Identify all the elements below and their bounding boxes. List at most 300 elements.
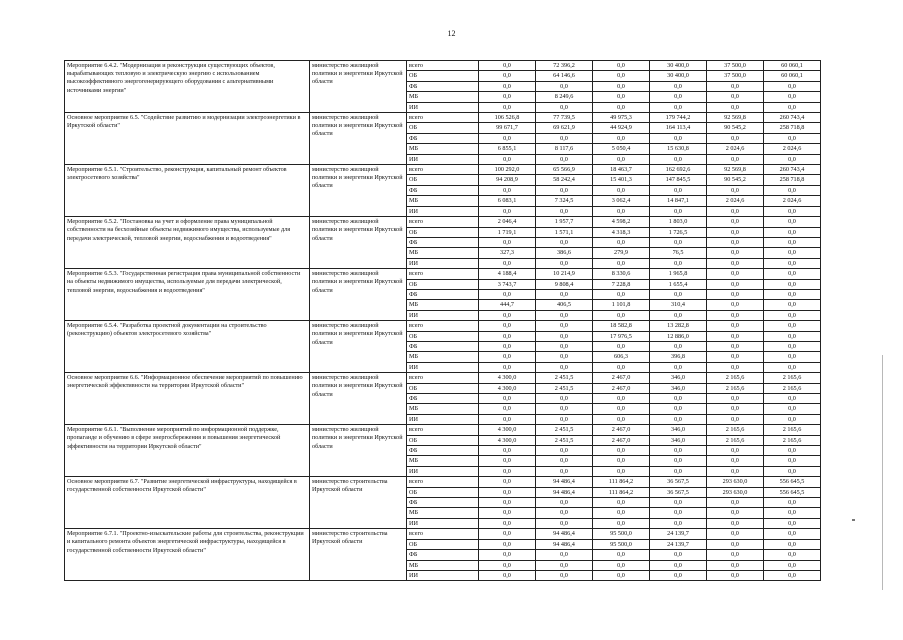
amount-cell: 0,0 (707, 362, 764, 372)
amount-cell: 0,0 (764, 154, 821, 164)
funding-source: всего (407, 165, 479, 175)
amount-cell: 0,0 (593, 258, 650, 268)
amount-cell: 2 046,4 (479, 217, 536, 227)
amount-cell: 72 396,2 (536, 61, 593, 71)
amount-cell: 0,0 (764, 508, 821, 518)
funding-source: ИИ (407, 206, 479, 216)
amount-cell: 2 165,6 (764, 425, 821, 435)
amount-cell: 0,0 (479, 508, 536, 518)
amount-cell: 0,0 (536, 446, 593, 456)
funding-source: ФБ (407, 394, 479, 404)
amount-cell: 0,0 (650, 446, 707, 456)
funding-source: всего (407, 321, 479, 331)
amount-cell: 0,0 (764, 279, 821, 289)
funding-source: ИИ (407, 466, 479, 476)
amount-cell: 95 500,0 (593, 529, 650, 539)
amount-cell: 0,0 (650, 92, 707, 102)
table-row (65, 113, 821, 123)
amount-cell: 606,3 (593, 352, 650, 362)
amount-cell: 2 467,0 (593, 425, 650, 435)
amount-cell: 327,3 (479, 248, 536, 258)
activity-name: Основное мероприятие 6.6. "Информационное обеспечение мероприятий по повышению энергетической эффективности на территории Иркутской области" (65, 373, 310, 425)
amount-cell: 0,0 (764, 446, 821, 456)
amount-cell: 1 655,4 (650, 279, 707, 289)
amount-cell: 0,0 (707, 394, 764, 404)
amount-cell: 0,0 (593, 133, 650, 143)
amount-cell: 0,0 (764, 248, 821, 258)
amount-cell: 0,0 (536, 570, 593, 580)
amount-cell: 0,0 (650, 570, 707, 580)
amount-cell: 0,0 (650, 508, 707, 518)
amount-cell: 0,0 (536, 331, 593, 341)
amount-cell: 0,0 (536, 404, 593, 414)
amount-cell: 60 060,1 (764, 61, 821, 71)
amount-cell: 0,0 (593, 518, 650, 528)
table-row (65, 269, 821, 279)
amount-cell: 69 621,9 (536, 123, 593, 133)
amount-cell: 0,0 (479, 61, 536, 71)
amount-cell: 2 024,6 (764, 144, 821, 154)
amount-cell: 0,0 (593, 185, 650, 195)
amount-cell: 0,0 (650, 414, 707, 424)
amount-cell: 162 692,6 (650, 165, 707, 175)
amount-cell: 0,0 (536, 508, 593, 518)
amount-cell: 49 975,3 (593, 113, 650, 123)
executor-name: министерство строительства Иркутской области (310, 529, 407, 581)
table-row (65, 373, 821, 383)
amount-cell: 13 282,8 (650, 321, 707, 331)
amount-cell: 0,0 (764, 466, 821, 476)
amount-cell: 0,0 (479, 258, 536, 268)
amount-cell: 0,0 (707, 92, 764, 102)
amount-cell: 90 545,2 (707, 123, 764, 133)
funding-source: ФБ (407, 446, 479, 456)
amount-cell: 0,0 (707, 331, 764, 341)
amount-cell: 2 165,6 (707, 435, 764, 445)
amount-cell: 0,0 (764, 414, 821, 424)
amount-cell: 4 300,0 (479, 435, 536, 445)
activity-name: Мероприятие 6.4.2. "Модернизация и реконструкция существующих объектов, вырабатывающих тепловую и электрическую энергию с использованием высокоэффективного энергогенерирующего оборудования с альтернативными источниками энергии" (65, 61, 310, 113)
amount-cell: 0,0 (707, 217, 764, 227)
amount-cell: 0,0 (650, 498, 707, 508)
amount-cell: 2 024,6 (764, 196, 821, 206)
amount-cell: 14 847,1 (650, 196, 707, 206)
amount-cell: 0,0 (650, 310, 707, 320)
amount-cell: 1 719,1 (479, 227, 536, 237)
amount-cell: 2 165,6 (707, 425, 764, 435)
amount-cell: 310,4 (650, 300, 707, 310)
amount-cell: 0,0 (479, 487, 536, 497)
amount-cell: 0,0 (593, 508, 650, 518)
amount-cell: 2 467,0 (593, 435, 650, 445)
activity-name: Мероприятие 6.5.2. "Постановка на учет и оформление права муниципальной собственности на бесхозяйные объекты недвижимого имущества, используемые для передачи электрической, тепловой энергии, водоснабжения и водоотведения" (65, 217, 310, 269)
amount-cell: 0,0 (479, 446, 536, 456)
amount-cell: 0,0 (479, 341, 536, 351)
amount-cell: 18 463,7 (593, 165, 650, 175)
activity-name: Основное мероприятие 6.5. "Содействие развитию и модернизации электроэнергетики в Иркутской области" (65, 113, 310, 165)
amount-cell: 0,0 (764, 237, 821, 247)
funding-source: ОБ (407, 123, 479, 133)
amount-cell: 0,0 (479, 331, 536, 341)
amount-cell: 258 718,8 (764, 123, 821, 133)
amount-cell: 0,0 (536, 352, 593, 362)
amount-cell: 0,0 (479, 102, 536, 112)
amount-cell: 0,0 (593, 92, 650, 102)
amount-cell: 0,0 (707, 310, 764, 320)
amount-cell: 0,0 (593, 414, 650, 424)
funding-source: ОБ (407, 383, 479, 393)
amount-cell: 2 165,6 (764, 373, 821, 383)
amount-cell: 346,0 (650, 425, 707, 435)
amount-cell: 0,0 (479, 560, 536, 570)
amount-cell: 0,0 (479, 456, 536, 466)
executor-name: министерство жилищной политики и энергетики Иркутской области (310, 113, 407, 165)
funding-source: МБ (407, 144, 479, 154)
amount-cell: 94 486,4 (536, 477, 593, 487)
funding-source: ИИ (407, 102, 479, 112)
amount-cell: 0,0 (764, 539, 821, 549)
funding-source: всего (407, 217, 479, 227)
funding-source: ИИ (407, 570, 479, 580)
amount-cell: 0,0 (536, 154, 593, 164)
amount-cell: 0,0 (707, 258, 764, 268)
amount-cell: 8 330,6 (593, 269, 650, 279)
amount-cell: 0,0 (536, 550, 593, 560)
amount-cell: 0,0 (593, 394, 650, 404)
funding-source: ИИ (407, 258, 479, 268)
amount-cell: 0,0 (707, 300, 764, 310)
amount-cell: 0,0 (707, 550, 764, 560)
funding-source: ИИ (407, 310, 479, 320)
amount-cell: 0,0 (479, 477, 536, 487)
funding-source: всего (407, 61, 479, 71)
amount-cell: 0,0 (536, 237, 593, 247)
amount-cell: 1 965,8 (650, 269, 707, 279)
amount-cell: 0,0 (650, 81, 707, 91)
amount-cell: 100 292,0 (479, 165, 536, 175)
amount-cell: 0,0 (764, 560, 821, 570)
amount-cell: 37 500,0 (707, 71, 764, 81)
amount-cell: 0,0 (593, 206, 650, 216)
amount-cell: 0,0 (764, 289, 821, 299)
scan-artifact-dot (852, 519, 855, 521)
amount-cell: 1 957,7 (536, 217, 593, 227)
amount-cell: 9 808,4 (536, 279, 593, 289)
amount-cell: 147 845,5 (650, 175, 707, 185)
amount-cell: 0,0 (479, 466, 536, 476)
funding-source: ФБ (407, 185, 479, 195)
amount-cell: 3 062,4 (593, 196, 650, 206)
amount-cell: 0,0 (764, 269, 821, 279)
funding-source: ФБ (407, 237, 479, 247)
amount-cell: 0,0 (707, 154, 764, 164)
funding-source: ОБ (407, 435, 479, 445)
amount-cell: 0,0 (479, 570, 536, 580)
amount-cell: 406,5 (536, 300, 593, 310)
amount-cell: 111 864,2 (593, 477, 650, 487)
amount-cell: 0,0 (650, 133, 707, 143)
amount-cell: 99 671,7 (479, 123, 536, 133)
amount-cell: 92 569,8 (707, 165, 764, 175)
funding-source: МБ (407, 560, 479, 570)
executor-name: министерство жилищной политики и энергетики Иркутской области (310, 165, 407, 217)
amount-cell: 5 050,4 (593, 144, 650, 154)
activity-name: Мероприятие 6.6.1. "Выполнение мероприятий по информационной поддержке, пропаганде и обучению в сфере энергосбережения и повышения энергетической эффективности на территории Иркутской области" (65, 425, 310, 477)
funding-source: всего (407, 269, 479, 279)
amount-cell: 0,0 (536, 498, 593, 508)
amount-cell: 37 500,0 (707, 61, 764, 71)
amount-cell: 0,0 (707, 404, 764, 414)
funding-source: МБ (407, 300, 479, 310)
amount-cell: 0,0 (650, 154, 707, 164)
amount-cell: 0,0 (764, 518, 821, 528)
amount-cell: 0,0 (764, 185, 821, 195)
amount-cell: 346,0 (650, 383, 707, 393)
activity-name: Мероприятие 6.5.1. "Строительство, реконструкция, капитальный ремонт объектов электросетевого хозяйства" (65, 165, 310, 217)
amount-cell: 260 743,4 (764, 113, 821, 123)
amount-cell: 0,0 (536, 289, 593, 299)
executor-name: министерство жилищной политики и энергетики Иркутской области (310, 61, 407, 113)
amount-cell: 0,0 (707, 341, 764, 351)
amount-cell: 0,0 (593, 362, 650, 372)
table-row (65, 61, 821, 71)
table-row (65, 165, 821, 175)
funding-source: МБ (407, 404, 479, 414)
amount-cell: 95 500,0 (593, 539, 650, 549)
table-row (65, 425, 821, 435)
amount-cell: 0,0 (707, 227, 764, 237)
amount-cell: 0,0 (707, 352, 764, 362)
amount-cell: 0,0 (479, 206, 536, 216)
amount-cell: 6 855,1 (479, 144, 536, 154)
amount-cell: 0,0 (707, 237, 764, 247)
amount-cell: 0,0 (764, 570, 821, 580)
amount-cell: 0,0 (536, 362, 593, 372)
amount-cell: 0,0 (650, 456, 707, 466)
amount-cell: 2 165,6 (764, 383, 821, 393)
amount-cell: 17 976,5 (593, 331, 650, 341)
amount-cell: 0,0 (536, 414, 593, 424)
amount-cell: 0,0 (764, 394, 821, 404)
amount-cell: 8 249,6 (536, 92, 593, 102)
amount-cell: 92 569,8 (707, 113, 764, 123)
amount-cell: 2 467,0 (593, 383, 650, 393)
amount-cell: 0,0 (764, 498, 821, 508)
amount-cell: 0,0 (764, 133, 821, 143)
amount-cell: 0,0 (707, 498, 764, 508)
amount-cell: 4 598,2 (593, 217, 650, 227)
amount-cell: 0,0 (764, 81, 821, 91)
amount-cell: 444,7 (479, 300, 536, 310)
funding-source: МБ (407, 508, 479, 518)
funding-source: МБ (407, 196, 479, 206)
amount-cell: 15 630,8 (650, 144, 707, 154)
table-row (65, 529, 821, 539)
amount-cell: 0,0 (536, 258, 593, 268)
amount-cell: 0,0 (707, 248, 764, 258)
amount-cell: 164 113,4 (650, 123, 707, 133)
amount-cell: 0,0 (650, 560, 707, 570)
amount-cell: 6 083,1 (479, 196, 536, 206)
activity-name: Мероприятие 6.5.4. "Разработка проектной документации на строительство (реконструкцию) объектов электросетевого хозяйства" (65, 321, 310, 373)
funding-source: ФБ (407, 341, 479, 351)
amount-cell: 0,0 (593, 237, 650, 247)
amount-cell: 0,0 (707, 414, 764, 424)
amount-cell: 0,0 (593, 71, 650, 81)
executor-name: министерство жилищной политики и энергетики Иркутской области (310, 373, 407, 425)
amount-cell: 0,0 (707, 269, 764, 279)
amount-cell: 0,0 (593, 341, 650, 351)
amount-cell: 94 486,4 (536, 539, 593, 549)
funding-source: ФБ (407, 550, 479, 560)
amount-cell: 2 165,6 (764, 435, 821, 445)
executor-name: министерство жилищной политики и энергетики Иркутской области (310, 217, 407, 269)
funding-source: МБ (407, 248, 479, 258)
amount-cell: 0,0 (479, 498, 536, 508)
budget-table (64, 60, 821, 581)
funding-source: ИИ (407, 362, 479, 372)
amount-cell: 44 924,9 (593, 123, 650, 133)
executor-name: министерство жилищной политики и энергетики Иркутской области (310, 321, 407, 373)
amount-cell: 36 567,5 (650, 487, 707, 497)
amount-cell: 64 146,6 (536, 71, 593, 81)
amount-cell: 0,0 (707, 289, 764, 299)
funding-source: ОБ (407, 227, 479, 237)
funding-source: ФБ (407, 81, 479, 91)
amount-cell: 18 582,8 (593, 321, 650, 331)
amount-cell: 0,0 (536, 206, 593, 216)
amount-cell: 0,0 (479, 154, 536, 164)
amount-cell: 12 886,0 (650, 331, 707, 341)
amount-cell: 0,0 (764, 92, 821, 102)
funding-source: всего (407, 113, 479, 123)
amount-cell: 2 165,6 (707, 383, 764, 393)
amount-cell: 0,0 (479, 518, 536, 528)
amount-cell: 0,0 (764, 258, 821, 268)
amount-cell: 0,0 (479, 310, 536, 320)
amount-cell: 30 400,0 (650, 61, 707, 71)
amount-cell: 0,0 (764, 206, 821, 216)
funding-source: всего (407, 373, 479, 383)
amount-cell: 258 718,8 (764, 175, 821, 185)
amount-cell: 0,0 (707, 81, 764, 91)
amount-cell: 2 467,0 (593, 373, 650, 383)
amount-cell: 0,0 (593, 289, 650, 299)
amount-cell: 0,0 (707, 185, 764, 195)
amount-cell: 0,0 (707, 518, 764, 528)
amount-cell: 2 451,5 (536, 383, 593, 393)
amount-cell: 0,0 (593, 154, 650, 164)
amount-cell: 0,0 (707, 102, 764, 112)
amount-cell: 0,0 (593, 466, 650, 476)
amount-cell: 0,0 (764, 321, 821, 331)
amount-cell: 0,0 (593, 550, 650, 560)
amount-cell: 0,0 (479, 237, 536, 247)
amount-cell: 0,0 (593, 456, 650, 466)
amount-cell: 346,0 (650, 435, 707, 445)
table-row (65, 217, 821, 227)
amount-cell: 556 645,5 (764, 477, 821, 487)
amount-cell: 0,0 (479, 321, 536, 331)
amount-cell: 0,0 (536, 394, 593, 404)
amount-cell: 4 300,0 (479, 373, 536, 383)
amount-cell: 0,0 (650, 466, 707, 476)
amount-cell: 0,0 (650, 206, 707, 216)
amount-cell: 0,0 (707, 446, 764, 456)
amount-cell: 111 864,2 (593, 487, 650, 497)
amount-cell: 36 567,5 (650, 477, 707, 487)
amount-cell: 0,0 (650, 362, 707, 372)
activity-name: Мероприятие 6.7.1. "Проектно-изыскательские работы для строительства, реконструкции и капитального ремонта объектов энергетической инфраструктуры, находящейся в государственной собственности Иркутской области" (65, 529, 310, 581)
amount-cell: 3 743,7 (479, 279, 536, 289)
amount-cell: 0,0 (593, 310, 650, 320)
amount-cell: 0,0 (764, 529, 821, 539)
amount-cell: 346,0 (650, 373, 707, 383)
amount-cell: 94 208,9 (479, 175, 536, 185)
funding-source: ОБ (407, 487, 479, 497)
amount-cell: 15 401,3 (593, 175, 650, 185)
amount-cell: 0,0 (536, 341, 593, 351)
amount-cell: 0,0 (536, 102, 593, 112)
amount-cell: 0,0 (536, 310, 593, 320)
amount-cell: 1 803,0 (650, 217, 707, 227)
amount-cell: 60 060,1 (764, 71, 821, 81)
funding-source: ОБ (407, 539, 479, 549)
amount-cell: 0,0 (707, 456, 764, 466)
amount-cell: 1 726,5 (650, 227, 707, 237)
amount-cell: 293 630,0 (707, 487, 764, 497)
funding-source: МБ (407, 352, 479, 362)
amount-cell: 293 630,0 (707, 477, 764, 487)
amount-cell: 0,0 (479, 529, 536, 539)
amount-cell: 2 451,5 (536, 425, 593, 435)
amount-cell: 0,0 (764, 227, 821, 237)
amount-cell: 0,0 (479, 185, 536, 195)
amount-cell: 0,0 (593, 446, 650, 456)
amount-cell: 0,0 (764, 456, 821, 466)
amount-cell: 0,0 (593, 570, 650, 580)
amount-cell: 24 139,7 (650, 539, 707, 549)
table-row (65, 477, 821, 487)
amount-cell: 0,0 (650, 394, 707, 404)
amount-cell: 0,0 (479, 289, 536, 299)
amount-cell: 0,0 (650, 341, 707, 351)
amount-cell: 0,0 (593, 498, 650, 508)
amount-cell: 2 024,6 (707, 144, 764, 154)
amount-cell: 0,0 (479, 550, 536, 560)
amount-cell: 0,0 (536, 560, 593, 570)
amount-cell: 0,0 (707, 508, 764, 518)
amount-cell: 0,0 (536, 133, 593, 143)
amount-cell: 0,0 (764, 341, 821, 351)
amount-cell: 396,8 (650, 352, 707, 362)
amount-cell: 0,0 (650, 404, 707, 414)
amount-cell: 0,0 (650, 289, 707, 299)
amount-cell: 0,0 (707, 321, 764, 331)
amount-cell: 76,5 (650, 248, 707, 258)
activity-name: Мероприятие 6.5.3. "Государственная регистрация права муниципальной собственности на объекты недвижимого имущества, используемые для передачи электрической, тепловой энергии, водоснабжения и водоотведения" (65, 269, 310, 321)
amount-cell: 0,0 (650, 518, 707, 528)
amount-cell: 4 318,3 (593, 227, 650, 237)
amount-cell: 2 165,6 (707, 373, 764, 383)
funding-source: ОБ (407, 331, 479, 341)
funding-source: всего (407, 477, 479, 487)
amount-cell: 0,0 (536, 466, 593, 476)
amount-cell: 0,0 (764, 404, 821, 414)
amount-cell: 0,0 (479, 352, 536, 362)
funding-source: ФБ (407, 498, 479, 508)
amount-cell: 386,6 (536, 248, 593, 258)
